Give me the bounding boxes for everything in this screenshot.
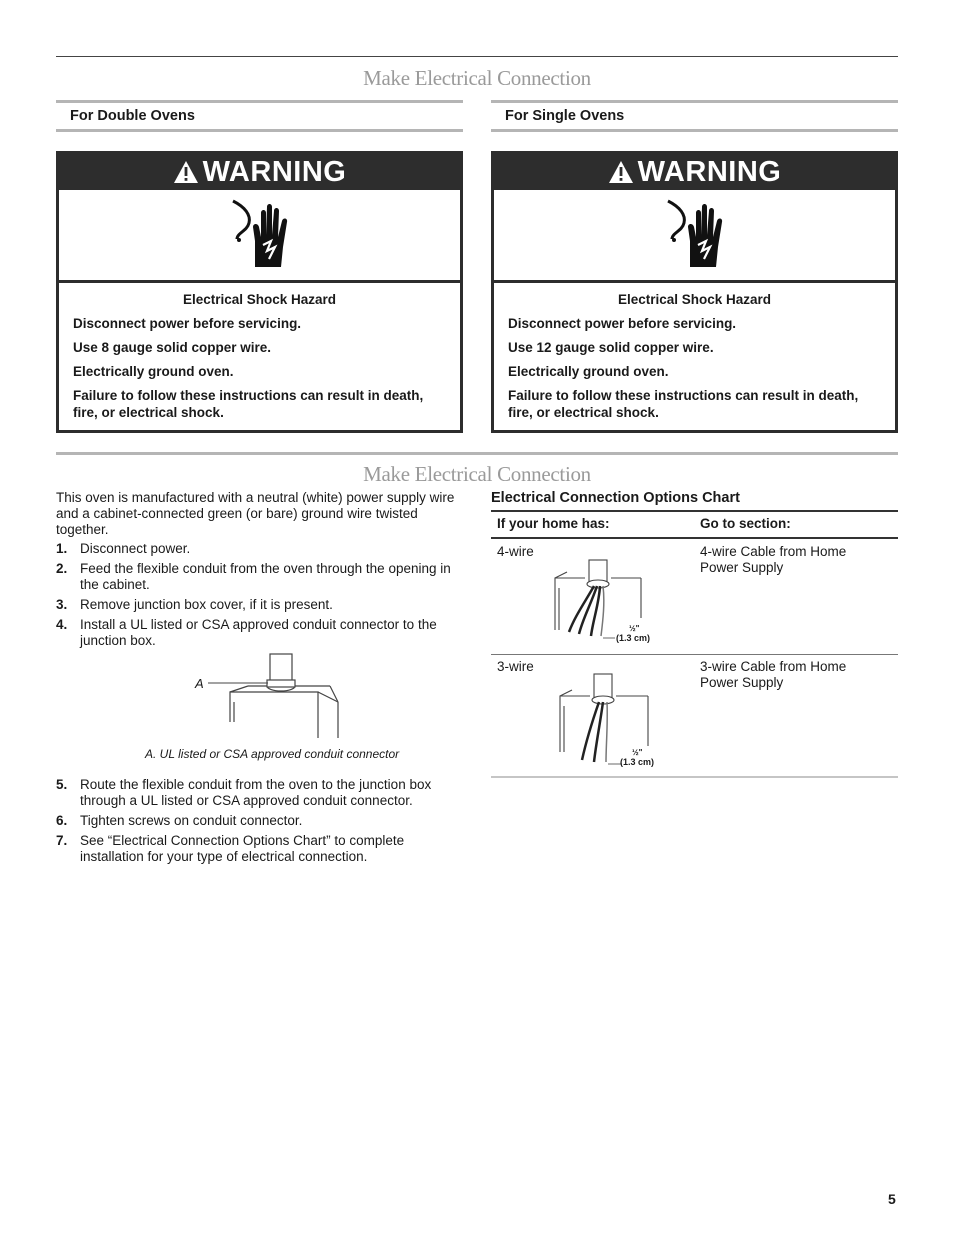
step-number: 1. (56, 541, 68, 556)
table-cell-home-has: 3-wire (497, 659, 534, 674)
electrical-shock-hand-icon (225, 197, 295, 273)
double-ovens-heading: For Double Ovens (70, 108, 195, 124)
step-item (56, 617, 466, 649)
step-item (56, 597, 466, 613)
table-top-rule (491, 510, 898, 512)
warning-line: Failure to follow these instructions can result in death, fire, or electrical shock. (73, 388, 424, 420)
warning-label: WARNING (202, 155, 347, 188)
step-item (56, 561, 466, 593)
warning-triangle-icon (173, 160, 199, 184)
step-text: Route the flexible conduit from the oven to the junction box through a UL listed or CSA approved conduit connector. (80, 777, 432, 808)
warning-line: Use 8 gauge solid copper wire. (73, 340, 272, 355)
warning-line: Failure to follow these instructions can result in death, fire, or electrical shock. (508, 388, 859, 420)
top-rule (56, 56, 898, 57)
warning-label: WARNING (637, 155, 782, 188)
warning-line: Disconnect power before servicing. (73, 316, 302, 331)
step-number: 7. (56, 833, 68, 848)
column-header-home-has: If your home has: (497, 516, 610, 531)
warning-line: Electrically ground oven. (508, 364, 669, 379)
electrical-shock-hand-icon (660, 197, 730, 273)
step-number: 4. (56, 617, 68, 632)
step-number: 3. (56, 597, 68, 612)
warning-header (59, 154, 460, 190)
step-item (56, 541, 466, 557)
warning-line: Disconnect power before servicing. (508, 316, 737, 331)
step-text: Disconnect power. (80, 541, 191, 556)
table-cell-home-has: 4-wire (497, 544, 534, 559)
step-text: Remove junction box cover, if it is present. (80, 597, 333, 612)
dimension-metric: (1.3 cm) (616, 633, 651, 643)
warning-text (59, 283, 460, 421)
warning-line: Electrically ground oven. (73, 364, 234, 379)
dimension-half-inch: ½" (632, 748, 643, 757)
section-title-bottom: Make Electrical Connection (363, 462, 591, 486)
chart-title: Electrical Connection Options Chart (491, 490, 740, 506)
step-item (56, 813, 466, 829)
step-text: See “Electrical Connection Options Chart” to complete installation for your type of electrical connection. (80, 833, 405, 864)
shock-icon-area (59, 190, 460, 283)
dimension-half-inch: ½" (629, 624, 640, 633)
step-item (56, 833, 466, 865)
step-text: Install a UL listed or CSA approved conduit connector to the junction box. (80, 617, 437, 648)
section-title-top: Make Electrical Connection (363, 66, 591, 90)
double-heading-rule-top (56, 100, 463, 103)
section-rule (56, 452, 898, 455)
single-ovens-heading: For Single Ovens (505, 108, 625, 124)
hazard-title: Electrical Shock Hazard (182, 292, 337, 307)
dimension-metric: (1.3 cm) (620, 757, 655, 767)
intro-paragraph: This oven is manufactured with a neutral (white) power supply wire and a cabinet-connected green (or bare) ground wire twisted together. (56, 490, 455, 537)
column-header-go-to: Go to section: (700, 516, 791, 531)
hazard-title: Electrical Shock Hazard (617, 292, 772, 307)
warning-header (494, 154, 895, 190)
double-heading-rule-bottom (56, 129, 463, 132)
page-number: 5 (888, 1191, 896, 1207)
figure-caption: A. UL listed or CSA approved conduit connector (145, 747, 400, 761)
step-number: 6. (56, 813, 68, 828)
single-heading-rule-top (491, 100, 898, 103)
table-row-rule (491, 654, 898, 655)
table-cell-section: 4-wire Cable from Home Power Supply (700, 544, 847, 575)
single-heading-rule-bottom (491, 129, 898, 132)
step-number: 5. (56, 777, 68, 792)
conduit-connector-figure (190, 652, 350, 742)
table-header-rule (491, 537, 898, 539)
warning-box-double (56, 151, 463, 433)
step-text: Feed the flexible conduit from the oven through the opening in the cabinet. (80, 561, 451, 592)
figure-label-a: A (195, 676, 204, 691)
warning-line: Use 12 gauge solid copper wire. (508, 340, 714, 355)
step-item (56, 777, 466, 809)
warning-triangle-icon (608, 160, 634, 184)
step-text: Tighten screws on conduit connector. (80, 813, 303, 828)
table-cell-section: 3-wire Cable from Home Power Supply (700, 659, 847, 690)
shock-icon-area (494, 190, 895, 283)
warning-text (494, 283, 895, 421)
table-bottom-rule (491, 776, 898, 778)
warning-box-single (491, 151, 898, 433)
step-number: 2. (56, 561, 68, 576)
